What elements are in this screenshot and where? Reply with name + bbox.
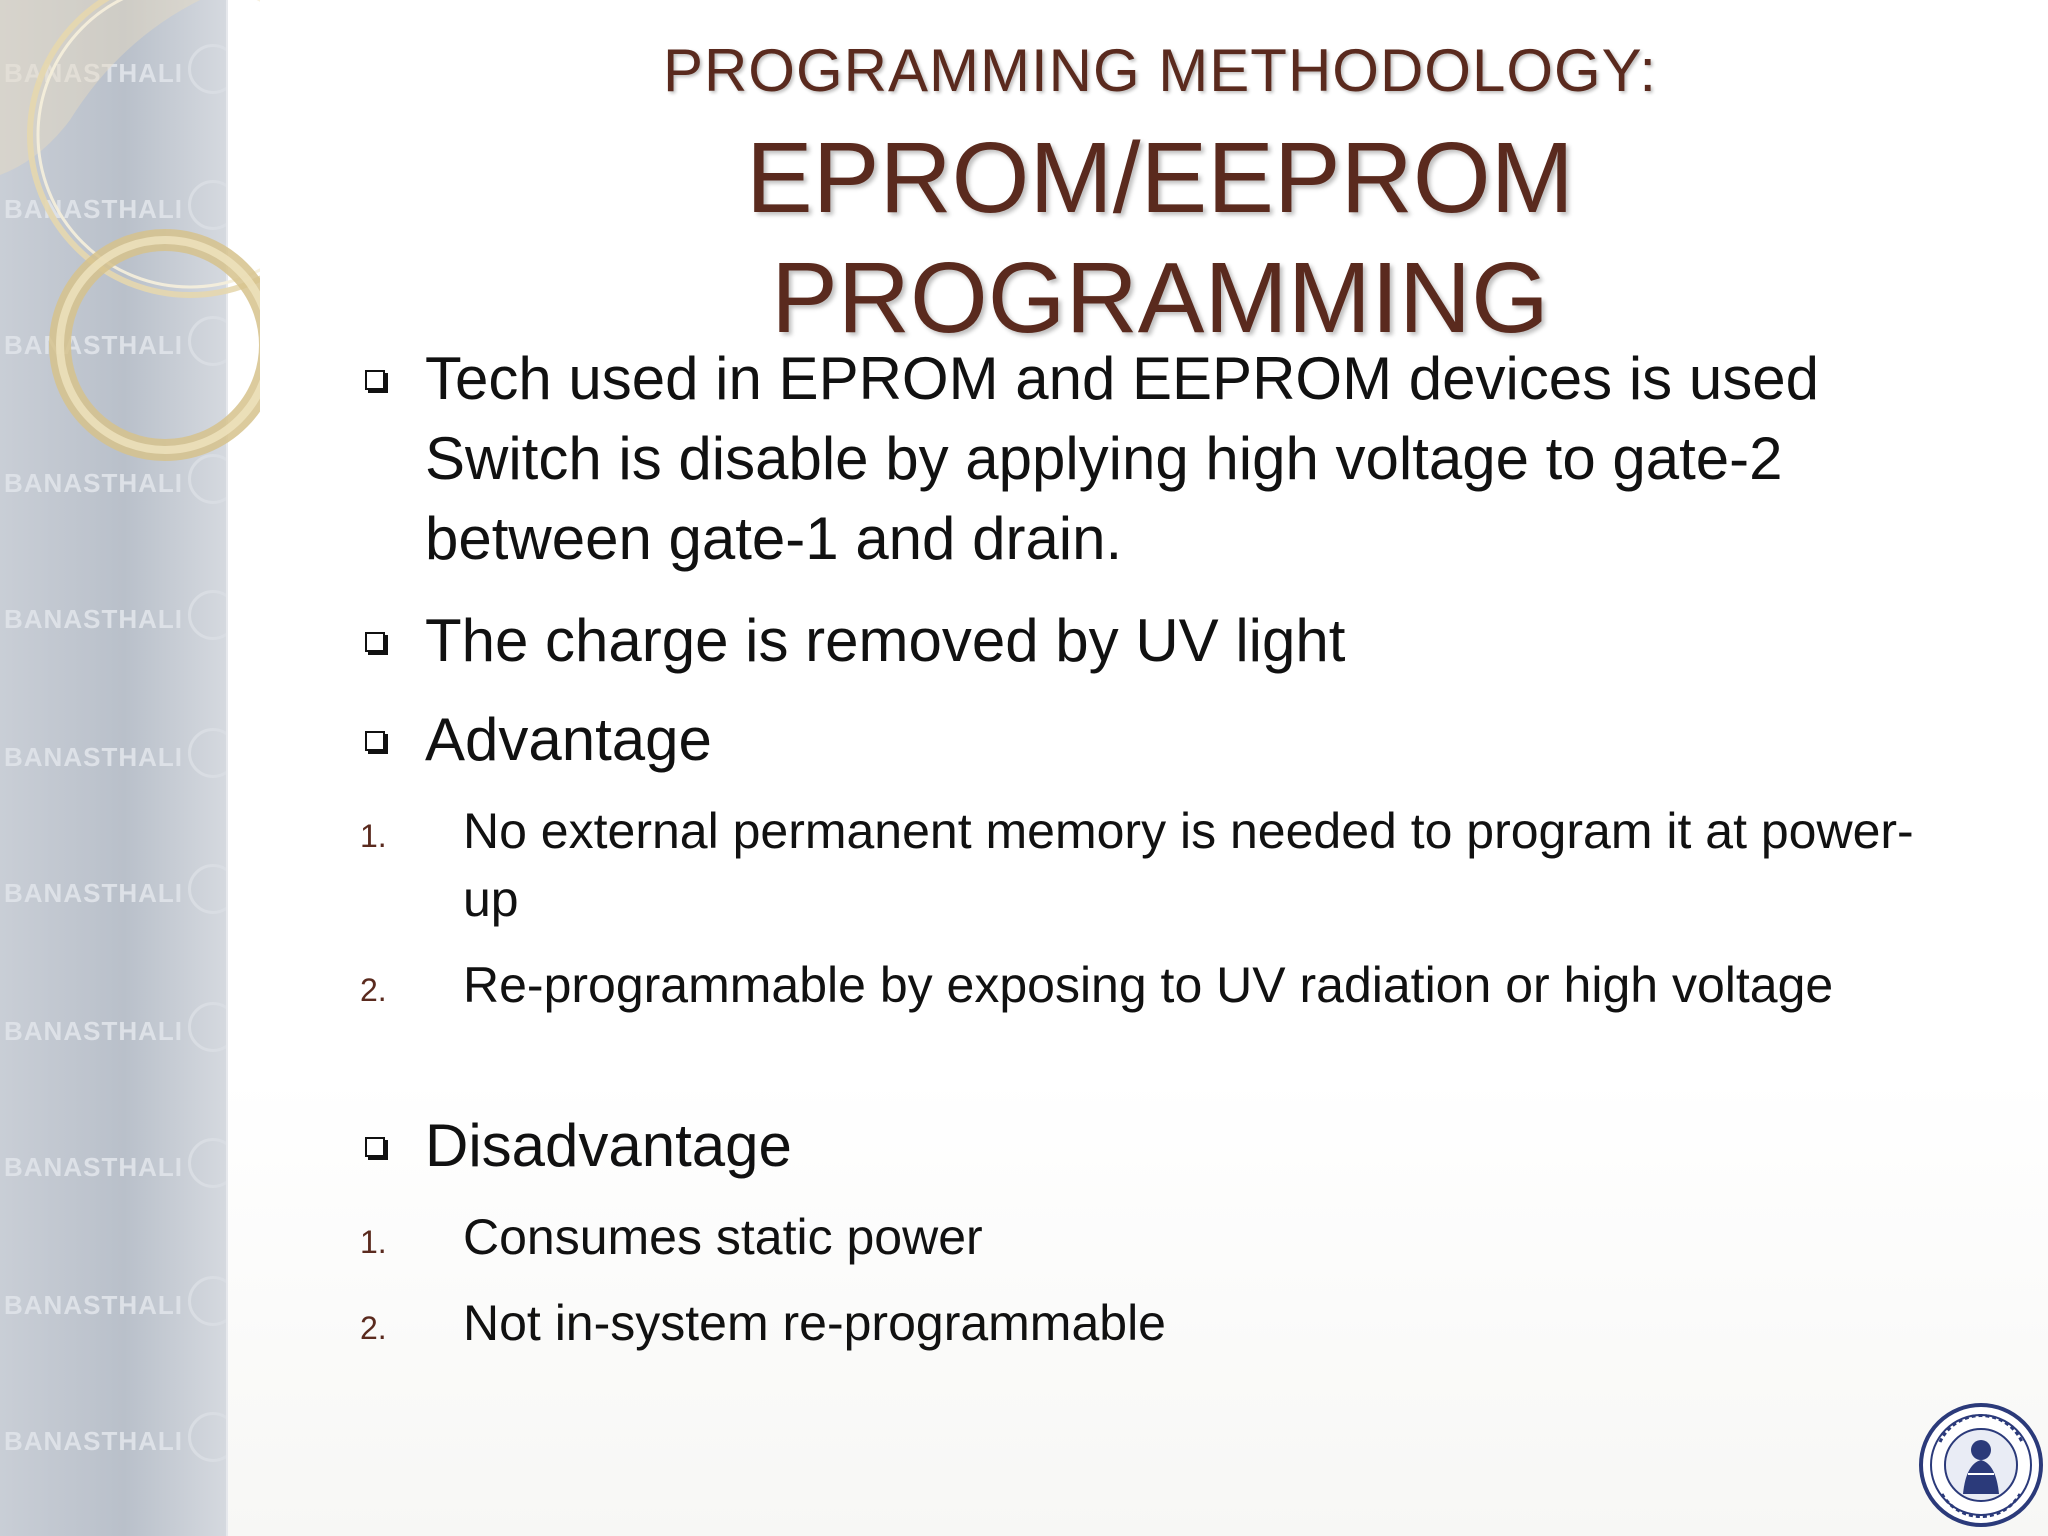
watermark-item (0, 582, 226, 652)
watermark-seal-icon (188, 1002, 228, 1052)
list-number: 1. (360, 818, 387, 854)
slide-title-main (460, 118, 1860, 358)
watermark-item (0, 720, 226, 790)
bullet-square-icon (365, 632, 385, 652)
list-number: 1. (360, 1224, 387, 1260)
bullet-square-icon (365, 731, 385, 751)
bullet-square-icon (365, 370, 385, 390)
list-number: 2. (360, 972, 387, 1008)
advantage-item: Re-programmable by exposing to UV radiation or high voltage (463, 957, 1834, 1013)
watermark-text: BANASTHALI (4, 742, 183, 772)
disadvantage-item: Consumes static power (463, 1209, 983, 1265)
watermark-text: BANASTHALI (4, 1426, 183, 1456)
watermark-seal-icon (188, 1138, 228, 1188)
advantage-item: No external permanent memory is needed to program it at power-up (463, 803, 1914, 927)
advantage-heading: Advantage (425, 706, 712, 773)
bullet-text: The charge is removed by UV light (425, 607, 1346, 674)
bullet-square-icon (365, 1137, 385, 1157)
slide-title-line-2: EPROM/EEPROM (746, 122, 1574, 234)
watermark-seal-icon (188, 1412, 228, 1462)
watermark-item (0, 1404, 226, 1474)
watermark-item (0, 856, 226, 926)
watermark-text: BANASTHALI (4, 604, 183, 634)
disadvantage-heading: Disadvantage (425, 1112, 792, 1179)
watermark-text: BANASTHALI (4, 1152, 183, 1182)
watermark-seal-icon (188, 728, 228, 778)
watermark-text: BANASTHALI (4, 1290, 183, 1320)
bullet-text: Tech used in EPROM and EEPROM devices is used Switch is disable by applying high voltage to gate-2 between gate-1 and drain. (425, 345, 1819, 572)
watermark-text: BANASTHALI (4, 330, 183, 360)
watermark-text: BANASTHALI (4, 468, 183, 498)
watermark-seal-icon (188, 590, 228, 640)
watermark-seal-icon (188, 864, 228, 914)
watermark-item (0, 994, 226, 1064)
slide-title-line-1: PROGRAMMING METHODOLOGY: (662, 37, 1658, 104)
university-seal-icon (1918, 1402, 2044, 1528)
watermark-text: BANASTHALI (4, 878, 183, 908)
watermark-item (0, 1130, 226, 1200)
list-number: 2. (360, 1310, 387, 1346)
watermark-text: BANASTHALI (4, 58, 183, 88)
watermark-text: BANASTHALI (4, 1016, 183, 1046)
slide-title-line-3: PROGRAMMING (771, 242, 1549, 354)
decorative-rings-icon (0, 0, 260, 500)
watermark-seal-icon (188, 1276, 228, 1326)
watermark-item (0, 1268, 226, 1338)
watermark-text: BANASTHALI (4, 194, 183, 224)
disadvantage-item: Not in-system re-programmable (463, 1295, 1166, 1351)
